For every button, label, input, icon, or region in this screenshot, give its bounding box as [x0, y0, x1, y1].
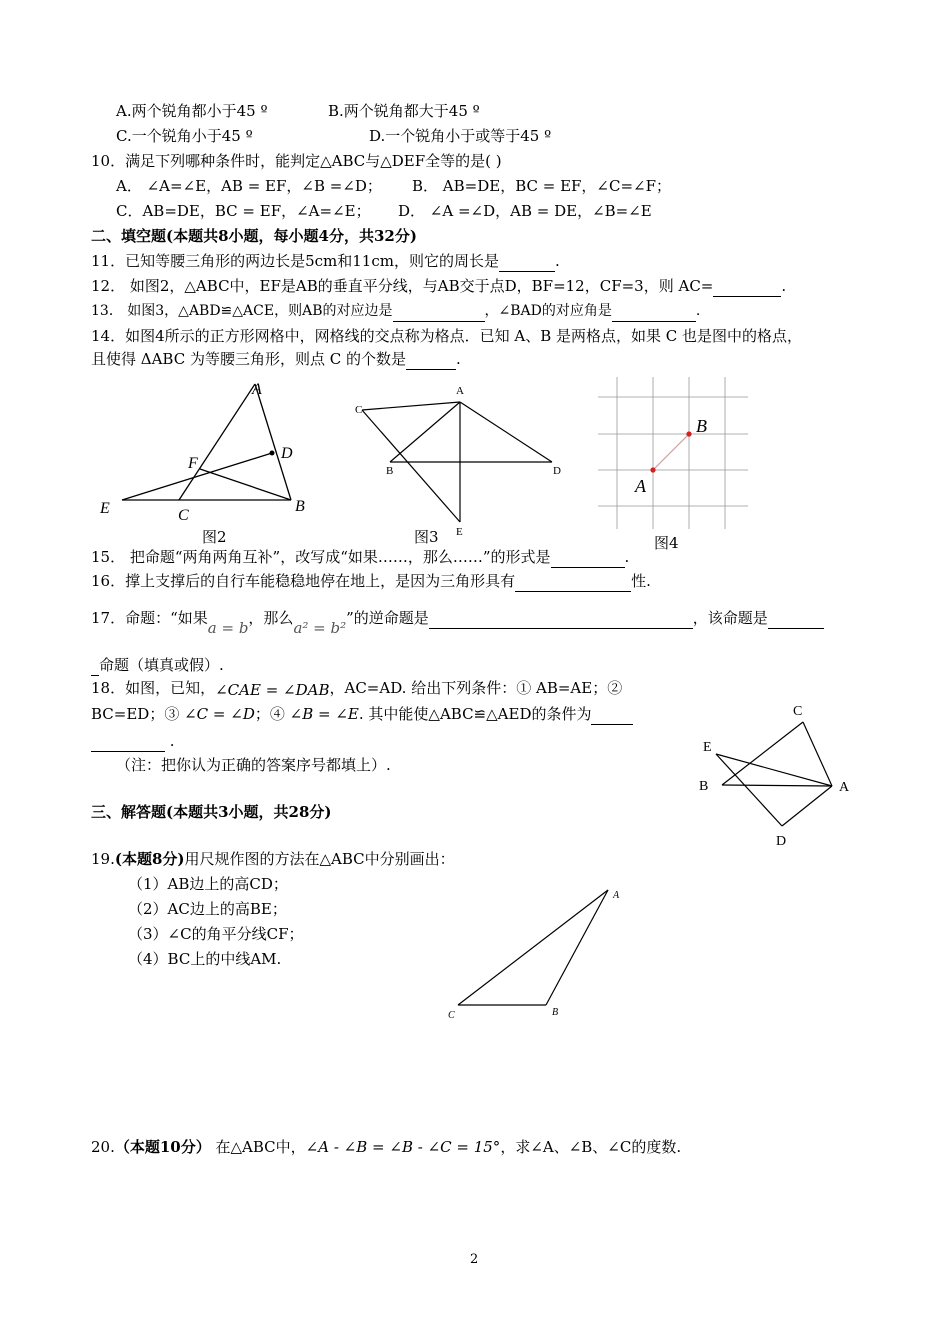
figure-2-caption: 图2 — [202, 528, 227, 546]
q15-text: 15． 把命题“两角两角互补”，改写成“如果……，那么……”的形式是 — [91, 548, 551, 566]
q18-line-1 — [91, 678, 622, 698]
fig4-point-a — [650, 467, 655, 472]
fig3-line-ce — [362, 410, 460, 522]
q17-line-1 — [91, 608, 824, 637]
q19-stem — [91, 849, 455, 869]
q19-stem-text: 用尺规作图的方法在△ABC中分别画出： — [184, 850, 455, 868]
q19-label-b: B — [552, 1007, 559, 1018]
page-number: 2 — [470, 1252, 479, 1267]
fig2-label-b: B — [295, 498, 305, 515]
q18-line-ba — [722, 785, 832, 786]
fig3-label-d: D — [553, 465, 561, 477]
q17-formula-1: a = b — [207, 619, 249, 637]
q14-end: . — [456, 350, 461, 368]
q18-line-ea — [716, 754, 832, 786]
q17-line-2-text: 命题（填真或假）. — [99, 656, 224, 674]
fig3-label-e: E — [456, 526, 463, 538]
figure-3-caption: 图3 — [414, 528, 439, 546]
q13-text1: 13． 如图3，△ABD≌△ACE，则AB的对应边是 — [91, 303, 393, 319]
q18-line2c: . 其中能使△ABC≌△AED的条件为 — [358, 705, 592, 723]
q18-label-d: D — [776, 834, 787, 849]
fig2-label-f: F — [188, 455, 198, 472]
section-3-heading: 三、解答题(本题共3小题，共28分) — [91, 803, 332, 821]
q10-option-d: D． ∠A =∠D，AB = DE，∠B=∠E — [398, 202, 652, 220]
q18-line-da — [782, 786, 832, 826]
figure-4-caption: 图4 — [654, 534, 679, 552]
q19-item-2: （2）AC边上的高BE； — [128, 900, 287, 918]
q19-num: 19. — [91, 850, 115, 868]
q20-num: 20. — [91, 1138, 115, 1156]
q18-answer-blank[interactable] — [591, 704, 633, 725]
figure-3-diagram — [352, 380, 572, 540]
figure-2-diagram — [95, 372, 325, 522]
q18-answer-blank-cont[interactable] — [91, 731, 165, 752]
q18-label-b: B — [699, 779, 709, 794]
q18-label-a: A — [839, 780, 850, 795]
fig3-label-b: B — [386, 465, 394, 477]
fig3-line-ad — [460, 402, 552, 462]
fig4-segment-ab — [653, 434, 689, 470]
q12-text: 12． 如图2，△ABC中，EF是AB的垂直平分线，与AB交于点D，BF=12，CF=3，则 AC= — [91, 277, 714, 295]
fig2-point-d — [270, 451, 275, 456]
q11-text: 11．已知等腰三角形的两边长是5cm和11cm，则它的周长是 — [91, 252, 499, 270]
fig2-line-fb — [200, 469, 291, 500]
q19-side-ca — [458, 890, 608, 1005]
q18-line-bc — [722, 722, 803, 785]
q16 — [91, 571, 651, 592]
fig2-label-e: E — [100, 500, 110, 517]
q18-label-c: C — [793, 704, 803, 719]
q19-triangle — [440, 880, 630, 1025]
q17-answer-blank-2-cont[interactable] — [91, 655, 99, 676]
q16-answer-blank[interactable] — [515, 571, 631, 592]
section-2-heading: 二、填空题(本题共8小题，每小题4分，共32分) — [91, 227, 417, 245]
q12 — [91, 276, 786, 297]
q16-end: 性. — [631, 572, 651, 590]
q19-points: (本题8分) — [114, 850, 185, 868]
q18-formula-3: ∠C = ∠D — [184, 705, 255, 723]
q18-line-3 — [91, 731, 175, 752]
q10-option-a: A． ∠A=∠E，AB = EF，∠B =∠D； — [116, 177, 382, 195]
q17-text2: ，那么 — [248, 609, 294, 627]
q17-answer-blank-2[interactable] — [768, 608, 824, 629]
q13-text2: ，∠BAD的对应角是 — [484, 303, 612, 319]
q14-line-1: 14．如图4所示的正方形网格中，网格线的交点称为格点．已知 A、B 是两格点，如果 C 也是图中的格点， — [91, 327, 803, 345]
q10-option-b: B． AB=DE，BC = EF，∠C=∠F； — [412, 177, 672, 195]
q9-option-a: A.两个锐角都小于45 º — [116, 102, 268, 120]
q20-points: （本题10分） — [114, 1138, 211, 1156]
q17-text1: 17．命题：“如果 — [91, 609, 208, 627]
q13 — [91, 301, 700, 322]
fig3-line-ca — [362, 402, 460, 410]
q9-option-b: B.两个锐角都大于45 º — [328, 102, 480, 120]
q19-side-ba — [546, 890, 608, 1005]
fig4-label-a: A — [635, 476, 646, 496]
q18-line1b: ，AC=AD. 给出下列条件：① AB=AE；② — [329, 679, 623, 697]
q10-stem: 10．满足下列哪种条件时，能判定△ABC与△DEF全等的是( ) — [91, 152, 502, 170]
q9-option-c: C.一个锐角小于45 º — [116, 127, 253, 145]
q20 — [91, 1137, 681, 1157]
q13-answer-blank-1[interactable] — [393, 301, 485, 322]
q19-label-a: A — [613, 890, 620, 901]
fig3-label-a: A — [456, 385, 464, 397]
q11 — [91, 251, 560, 272]
q17-text3: ”的逆命题是 — [346, 609, 429, 627]
q18-line-ca — [803, 722, 832, 786]
fig2-label-a: A — [252, 381, 262, 398]
q17-answer-blank-1[interactable] — [429, 608, 693, 629]
q18-note: （注：把你认为正确的答案序号都填上）. — [116, 756, 391, 774]
q12-end: . — [781, 277, 787, 295]
q18-line2b: ；④ — [254, 705, 285, 723]
q18-line1a: 18．如图，已知， — [91, 679, 216, 697]
q17-text4: ，该命题是 — [692, 609, 768, 627]
q12-answer-blank[interactable] — [713, 276, 781, 297]
q18-line3-end: . — [169, 732, 175, 750]
q10-option-c: C．AB=DE，BC = EF，∠A=∠E； — [116, 202, 371, 220]
q20-text1: 在△ABC中， — [215, 1138, 306, 1156]
q11-end: . — [554, 252, 560, 270]
q19-item-3: （3）∠C的角平分线CF； — [128, 925, 304, 943]
q13-end: . — [695, 303, 701, 319]
fig2-label-c: C — [178, 507, 189, 522]
q14-line-2 — [91, 349, 461, 370]
fig4-point-b — [686, 431, 691, 436]
q18-line-2 — [91, 704, 633, 725]
fig2-label-d: D — [281, 445, 293, 462]
q20-formula: ∠A - ∠B = ∠B - ∠C = 15° — [305, 1138, 501, 1156]
q18-figure — [695, 700, 860, 850]
q15 — [91, 547, 629, 568]
q19-item-1: （1）AB边上的高CD； — [128, 875, 288, 893]
q16-text: 16．撑上支撑后的自行车能稳稳地停在地上，是因为三角形具有 — [91, 572, 516, 590]
fig2-side-ab — [255, 384, 291, 500]
q18-line2a: BC=ED；③ — [91, 705, 180, 723]
q20-text2: ，求∠A、∠B、∠C的度数. — [500, 1138, 682, 1156]
q15-answer-blank[interactable] — [551, 547, 625, 568]
q13-answer-blank-2[interactable] — [612, 301, 696, 322]
fig4-label-b: B — [696, 416, 707, 436]
fig3-label-c: C — [355, 404, 363, 416]
q9-option-d: D.一个锐角小于或等于45 º — [369, 127, 552, 145]
q18-line-ed — [716, 754, 782, 826]
figure-4-grid — [598, 377, 748, 529]
q11-answer-blank[interactable] — [499, 251, 555, 272]
fig3-line-ab — [390, 402, 460, 462]
q18-label-e: E — [703, 740, 712, 755]
q15-end: . — [624, 548, 630, 566]
q19-label-c: C — [448, 1010, 455, 1021]
q14-line-2-text: 且使得 ΔABC 为等腰三角形，则点 C 的个数是 — [91, 350, 406, 368]
q18-formula-4: ∠B = ∠E — [289, 705, 359, 723]
q17-formula-2: a² = b² — [293, 619, 347, 637]
q17-line-2 — [91, 655, 224, 676]
q19-item-4: （4）BC上的中线AM. — [128, 950, 282, 968]
fig2-side-ac — [179, 384, 255, 500]
q18-formula: ∠CAE = ∠DAB — [215, 681, 330, 699]
q14-answer-blank[interactable] — [406, 349, 456, 370]
